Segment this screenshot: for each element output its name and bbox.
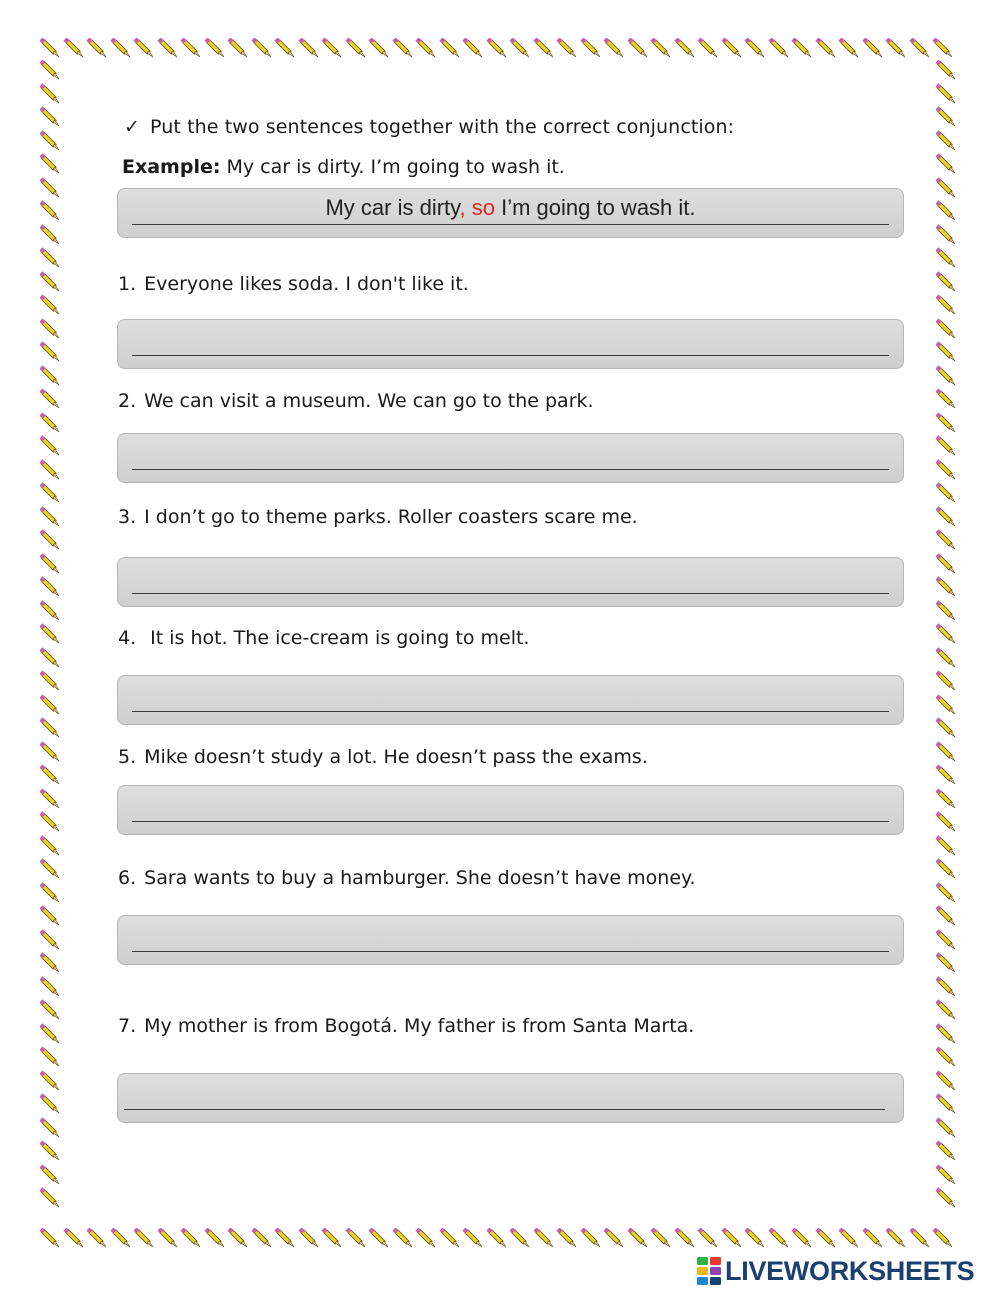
pencil-icon: [937, 602, 955, 620]
question-number: 6.: [118, 867, 137, 889]
pencil-icon: [276, 1229, 294, 1247]
pencil-icon: [41, 1142, 59, 1160]
pencil-icon: [652, 1229, 670, 1247]
question-4: [118, 627, 529, 649]
pencil-icon: [699, 39, 717, 57]
pencil-icon: [253, 39, 271, 57]
pencil-icon: [135, 39, 153, 57]
pencil-icon: [911, 39, 929, 57]
answer-input-6[interactable]: [117, 915, 904, 965]
pencil-icon: [937, 1025, 955, 1043]
pencil-icon: [746, 39, 764, 57]
answer-input-3[interactable]: [117, 557, 904, 607]
pencil-icon: [41, 437, 59, 455]
pencil-icon: [937, 155, 955, 173]
pencil-icon: [770, 1229, 788, 1247]
pencil-icon: [511, 39, 529, 57]
answer-line: [132, 224, 889, 225]
pencil-icon: [723, 1229, 741, 1247]
pencil-icon: [937, 743, 955, 761]
pencil-icon: [229, 39, 247, 57]
question-text: It is hot. The ice-cream is going to melt.: [144, 627, 530, 649]
pencil-icon: [511, 1229, 529, 1247]
pencil-icon: [937, 108, 955, 126]
pencil-icon: [159, 1229, 177, 1247]
pencil-icon: [88, 1229, 106, 1247]
pencil-icon: [41, 790, 59, 808]
pencil-icon: [276, 39, 294, 57]
question-text: Mike doesn’t study a lot. He doesn’t pass the exams.: [144, 746, 648, 768]
pencil-icon: [535, 39, 553, 57]
answer-line: [132, 711, 889, 712]
pencil-icon: [937, 1189, 955, 1207]
pencil-icon: [937, 461, 955, 479]
pencil-icon: [41, 602, 59, 620]
pencil-icon: [41, 273, 59, 291]
question-1: [118, 273, 469, 295]
pencil-icon: [937, 1072, 955, 1090]
answer-input-4[interactable]: [117, 675, 904, 725]
pencil-icon: [699, 1229, 717, 1247]
pencil-icon: [41, 1001, 59, 1019]
pencil-icon: [41, 766, 59, 784]
question-number: 4.: [118, 627, 137, 649]
pencil-icon: [793, 1229, 811, 1247]
pencil-icon: [464, 39, 482, 57]
question-number: 3.: [118, 506, 137, 528]
pencil-icon: [41, 414, 59, 432]
pencil-icon: [937, 907, 955, 925]
pencil-icon: [937, 414, 955, 432]
pencil-icon: [937, 273, 955, 291]
pencil-icon: [41, 85, 59, 103]
pencil-icon: [41, 931, 59, 949]
pencil-icon: [676, 1229, 694, 1247]
logo-text: LIVEWORKSHEETS: [725, 1255, 975, 1286]
pencil-icon: [652, 39, 670, 57]
pencil-icon: [937, 508, 955, 526]
pencil-icon: [934, 1229, 952, 1247]
pencil-icon: [41, 367, 59, 385]
pencil-icon: [488, 39, 506, 57]
pencil-icon: [41, 461, 59, 479]
question-number: 7.: [118, 1015, 137, 1037]
pencil-icon: [937, 625, 955, 643]
pencil-icon: [41, 1095, 59, 1113]
pencil-icon: [41, 954, 59, 972]
question-text: I don’t go to theme parks. Roller coasters scare me.: [144, 506, 638, 528]
question-3: [118, 506, 638, 528]
pencil-icon: [41, 508, 59, 526]
pencil-icon: [41, 179, 59, 197]
example-answer: [118, 195, 903, 221]
pencil-icon: [41, 860, 59, 878]
pencil-icon: [676, 39, 694, 57]
pencil-icon: [41, 39, 59, 57]
pencil-icon: [937, 1095, 955, 1113]
instruction: [124, 116, 734, 138]
question-text: My mother is from Bogotá. My father is from Santa Marta.: [144, 1015, 695, 1037]
pencil-icon: [937, 766, 955, 784]
pencil-icon: [937, 85, 955, 103]
question-number: 5.: [118, 746, 137, 768]
pencil-icon: [937, 226, 955, 244]
pencil-icon: [41, 531, 59, 549]
example-label: Example:: [122, 156, 221, 178]
pencil-icon: [937, 860, 955, 878]
pencil-icon: [41, 296, 59, 314]
pencil-icon: [937, 390, 955, 408]
pencil-icon: [937, 954, 955, 972]
pencil-icon: [41, 226, 59, 244]
pencil-icon: [864, 1229, 882, 1247]
pencil-icon: [441, 1229, 459, 1247]
pencil-icon: [937, 320, 955, 338]
pencil-icon: [535, 1229, 553, 1247]
pencil-icon: [793, 39, 811, 57]
pencil-icon: [817, 1229, 835, 1247]
pencil-icon: [41, 1119, 59, 1137]
pencil-icon: [937, 649, 955, 667]
pencil-icon: [41, 1072, 59, 1090]
example-answer-before: My car is dirty: [325, 195, 460, 220]
pencil-icon: [323, 39, 341, 57]
pencil-icon: [41, 61, 59, 79]
answer-input-1[interactable]: [117, 319, 904, 369]
pencil-icon: [937, 672, 955, 690]
example-answer-conjunction: , so: [459, 195, 495, 220]
question-number: 2.: [118, 390, 137, 412]
pencil-icon: [41, 719, 59, 737]
pencil-icon: [937, 296, 955, 314]
example-sentence: My car is dirty. I’m going to wash it.: [226, 156, 565, 178]
pencil-icon: [937, 61, 955, 79]
answer-line: [132, 951, 889, 952]
pencil-icon: [41, 343, 59, 361]
pencil-icon: [723, 39, 741, 57]
pencil-icon: [41, 132, 59, 150]
pencil-icon: [911, 1229, 929, 1247]
pencil-icon: [937, 719, 955, 737]
pencil-icon: [937, 484, 955, 502]
pencil-icon: [887, 39, 905, 57]
question-5: [118, 746, 648, 768]
pencil-icon: [887, 1229, 905, 1247]
pencil-border-left: [40, 60, 62, 1228]
pencil-icon: [159, 39, 177, 57]
pencil-icon: [112, 1229, 130, 1247]
pencil-icon: [41, 625, 59, 643]
pencil-icon: [441, 39, 459, 57]
pencil-icon: [937, 179, 955, 197]
pencil-icon: [937, 437, 955, 455]
pencil-icon: [937, 790, 955, 808]
answer-line: [132, 355, 889, 356]
pencil-icon: [41, 1048, 59, 1066]
pencil-icon: [464, 1229, 482, 1247]
pencil-icon: [41, 696, 59, 714]
pencil-icon: [88, 39, 106, 57]
pencil-icon: [41, 249, 59, 267]
pencil-icon: [605, 1229, 623, 1247]
pencil-icon: [937, 1001, 955, 1019]
pencil-icon: [417, 39, 435, 57]
pencil-icon: [937, 343, 955, 361]
pencil-icon: [41, 555, 59, 573]
example: [122, 156, 565, 178]
liveworksheets-logo-icon: [697, 1256, 721, 1286]
instruction-text: Put the two sentences together with the correct conjunction:: [150, 116, 735, 138]
pencil-icon: [41, 1189, 59, 1207]
pencil-icon: [937, 884, 955, 902]
question-text: Everyone likes soda. I don't like it.: [144, 273, 469, 295]
pencil-icon: [41, 649, 59, 667]
pencil-icon: [937, 1119, 955, 1137]
answer-input-5[interactable]: [117, 785, 904, 835]
pencil-icon: [937, 1166, 955, 1184]
pencil-icon: [41, 320, 59, 338]
pencil-icon: [41, 743, 59, 761]
pencil-border-bottom: [40, 1228, 960, 1250]
pencil-icon: [770, 39, 788, 57]
pencil-icon: [41, 978, 59, 996]
question-text: We can visit a museum. We can go to the park.: [144, 390, 594, 412]
pencil-icon: [41, 884, 59, 902]
question-7: [118, 1015, 694, 1037]
pencil-icon: [41, 1166, 59, 1184]
pencil-icon: [41, 1229, 59, 1247]
pencil-icon: [937, 837, 955, 855]
pencil-icon: [41, 837, 59, 855]
answer-input-7[interactable]: [117, 1073, 904, 1123]
example-answer-after: I’m going to wash it.: [494, 195, 696, 220]
pencil-icon: [937, 696, 955, 714]
pencil-icon: [41, 578, 59, 596]
answer-line: [124, 1109, 885, 1110]
pencil-border-top: [40, 38, 960, 60]
answer-line: [132, 469, 889, 470]
question-6: [118, 867, 696, 889]
pencil-icon: [41, 390, 59, 408]
pencil-icon: [41, 1025, 59, 1043]
pencil-icon: [206, 1229, 224, 1247]
pencil-icon: [347, 1229, 365, 1247]
pencil-icon: [417, 1229, 435, 1247]
liveworksheets-logo[interactable]: [697, 1255, 974, 1287]
pencil-icon: [41, 108, 59, 126]
pencil-icon: [41, 813, 59, 831]
pencil-icon: [229, 1229, 247, 1247]
question-number: 1.: [118, 273, 137, 295]
pencil-icon: [934, 39, 952, 57]
pencil-icon: [582, 39, 600, 57]
answer-line: [132, 821, 889, 822]
pencil-border-right: [936, 60, 958, 1228]
pencil-icon: [937, 367, 955, 385]
pencil-icon: [300, 39, 318, 57]
pencil-icon: [112, 39, 130, 57]
pencil-icon: [558, 1229, 576, 1247]
question-2: [118, 390, 594, 412]
pencil-icon: [41, 484, 59, 502]
pencil-icon: [182, 1229, 200, 1247]
pencil-icon: [629, 39, 647, 57]
pencil-icon: [937, 978, 955, 996]
pencil-icon: [65, 1229, 83, 1247]
pencil-icon: [182, 39, 200, 57]
pencil-icon: [394, 1229, 412, 1247]
pencil-icon: [937, 1142, 955, 1160]
pencil-icon: [937, 202, 955, 220]
pencil-icon: [605, 39, 623, 57]
pencil-icon: [41, 907, 59, 925]
pencil-icon: [817, 39, 835, 57]
pencil-icon: [370, 39, 388, 57]
pencil-icon: [41, 672, 59, 690]
pencil-icon: [41, 155, 59, 173]
question-text: Sara wants to buy a hamburger. She doesn’t have money.: [144, 867, 696, 889]
pencil-icon: [370, 1229, 388, 1247]
answer-line: [132, 593, 889, 594]
pencil-icon: [394, 39, 412, 57]
pencil-icon: [937, 1048, 955, 1066]
pencil-icon: [937, 132, 955, 150]
pencil-icon: [840, 39, 858, 57]
pencil-icon: [347, 39, 365, 57]
pencil-icon: [135, 1229, 153, 1247]
answer-input-2[interactable]: [117, 433, 904, 483]
pencil-icon: [937, 249, 955, 267]
check-icon: ✓: [124, 116, 141, 138]
pencil-icon: [300, 1229, 318, 1247]
pencil-icon: [840, 1229, 858, 1247]
pencil-icon: [937, 813, 955, 831]
pencil-icon: [937, 578, 955, 596]
pencil-icon: [864, 39, 882, 57]
pencil-icon: [323, 1229, 341, 1247]
pencil-icon: [629, 1229, 647, 1247]
pencil-icon: [41, 202, 59, 220]
pencil-icon: [937, 531, 955, 549]
pencil-icon: [582, 1229, 600, 1247]
pencil-icon: [746, 1229, 764, 1247]
pencil-icon: [65, 39, 83, 57]
pencil-icon: [937, 931, 955, 949]
pencil-icon: [558, 39, 576, 57]
pencil-icon: [937, 555, 955, 573]
pencil-icon: [206, 39, 224, 57]
example-answer-box: [117, 188, 904, 238]
pencil-icon: [253, 1229, 271, 1247]
pencil-icon: [488, 1229, 506, 1247]
